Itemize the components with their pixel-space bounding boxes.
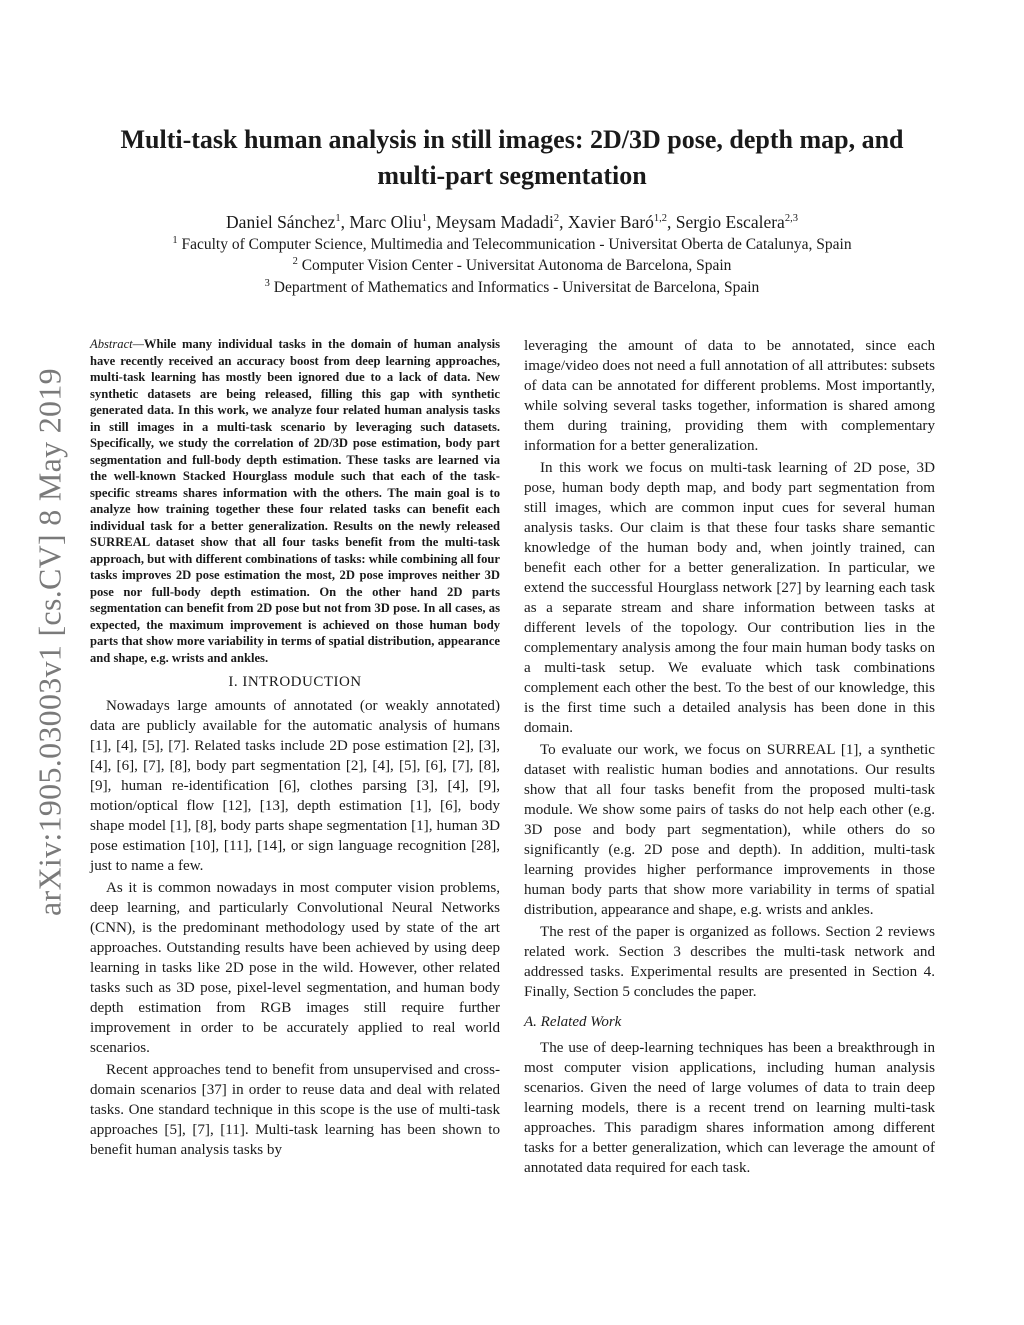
title-line-2: multi-part segmentation [377, 161, 647, 190]
affiliation-text: Department of Mathematics and Informatics - Universitat de Barcelona, Spain [273, 279, 760, 296]
body-paragraph: The rest of the paper is organized as follows. Section 2 reviews related work. Section 3 describes the multi-task network and addressed tasks. Experimental results are presented in Section 4. Finally, Section 5 concludes the paper. [524, 924, 935, 1000]
intro-paragraph: Nowadays large amounts of annotated (or weakly annotated) data are publicly available for the automatic analysis of humans [1], [4], [5], [7]. Related tasks include 2D pose estimation [2], [3], [4], [6], [7], [8], body part segmentation [2], [4], [5], [6], [7], [8], [9], human re-identification [6], clothes parsing [3], [4], [9], motion/optical flow [12], [13], depth estimation [1], [6], body shape model [1], [8], body parts shape segmentation [1], human 3D pose estimation [10], [11], [14], or sign language recognition [28], just to name a few. [90, 698, 500, 874]
affiliation-text: Computer Vision Center - Universitat Autonoma de Barcelona, Spain [301, 257, 732, 274]
author-name: Xavier Baró [567, 212, 654, 232]
right-column [524, 336, 935, 1180]
affiliation-3 [70, 278, 954, 298]
author-affil-sup: 1 [335, 213, 341, 225]
author-name: Sergio Escalera [675, 212, 785, 232]
abstract-label: Abstract [90, 337, 133, 351]
author-affil-sup: 2,3 [784, 213, 798, 225]
author-list: Daniel Sánchez$^1$, Marc Oliu$^1$, Meysam Madadi$^2$, Xavier Baró$^{1,2}$, Sergio Escalera$^{2,3}$ [226, 212, 798, 232]
left-column [90, 336, 500, 1162]
author-name: Daniel Sánchez [226, 212, 336, 232]
affiliation-text: Faculty of Computer Science, Multimedia and Telecommunication - Universitat Oberta de Catalunya, Spain [181, 236, 852, 253]
author-affil-sup: 1 [421, 213, 428, 225]
subsection-heading-related-work: A. Related Work [524, 1014, 622, 1030]
author-name: Meysam Madadi [435, 212, 554, 232]
affiliation-1 [70, 235, 954, 255]
body-paragraph: To evaluate our work, we focus on SURREAL [1], a synthetic dataset with realistic human bodies and annotations. Our results show that all four tasks benefit from the proposed multi-task module. We show some pairs of tasks do not help each other (e.g. 3D pose and body part segmentation), while others do so significantly (e.g. 2D pose and depth). In addition, multi-task learning provides higher performance improvements in those human body parts that show more variability in terms of spatial distribution, appearance and shape, e.g. wrists and ankles. [524, 742, 935, 918]
arxiv-side-label: arXiv:1905.03003v1 [cs.CV] 8 May 2019 [31, 368, 68, 916]
body-paragraph: leveraging the amount of data to be annotated, since each image/video does not need a full annotation of all attributes: subsets of data can be annotated for different problems. Most importantly, while solving several tasks together, information is shared among them during training, providing them with complementary information for a better generalization. [524, 338, 935, 454]
affiliation-2 [70, 256, 954, 276]
paper-title [70, 122, 954, 194]
abstract-text: While many individual tasks in the domain of human analysis have recently received an accuracy boost from deep learning approaches, multi-task learning has mostly been ignored due to a lack of data. New synthetic datasets are being released, filling this gap with synthetic generated data. In this work, we analyze four related human analysis tasks in still images in a multi-task scenario by leveraging such datasets. Specifically, we study the correlation of 2D/3D pose estimation, body part segmentation and full-body depth estimation. These tasks are learned via the well-known Stacked Hourglass module such that each of the task-specific streams shares information with the others. The main goal is to analyze how training together these four related tasks can benefit each individual task for a better generalization. Results on the newly released SURREAL dataset show that all four tasks benefit from the multi-task approach, but with different combinations of tasks: while combining all four tasks improves 2D pose estimation the most, 2D pose improves neither 3D pose nor full-body depth estimation. On the other hand 2D parts segmentation can benefit from 2D pose but not from 3D pose. In all cases, as expected, the maximum improvement is achieved on those human body parts that show more variability in terms of spatial distribution, appearance and shape, e.g. wrists and ankles. [90, 337, 500, 665]
affiliation-sup: 2 [292, 255, 298, 267]
intro-paragraph: Recent approaches tend to benefit from unsupervised and cross-domain scenarios [37] in order to reuse data and deal with related tasks. One standard technique in this scope is the use of multi-task approaches [5], [7], [11]. Multi-task learning has been shown to benefit human analysis tasks by [90, 1062, 500, 1158]
affiliation-sup: 3 [264, 277, 270, 289]
affiliation-sup: 1 [172, 234, 178, 246]
intro-paragraph: As it is common nowadays in most computer vision problems, deep learning, and particularly Convolutional Neural Networks (CNN), is the predominant methodology used by state of the art approaches. Outstanding results have been achieved by using deep learning in tasks like 2D pose in the wild. However, other related tasks such as 3D pose, pixel-level segmentation, and human body depth estimation from RGB images still require further improvement in order to be accurately applied to real world scenarios. [90, 880, 500, 1056]
body-paragraph: In this work we focus on multi-task learning of 2D pose, 3D pose, human body depth map, and body part segmentation from still images, which are common input cues for several human analysis tasks. Our claim is that these four tasks share semantic knowledge of the human body and, when jointly trained, can benefit each other for a better generalization. In particular, we extend the successful Hourglass network [27] by learning each task as a separate stream and share information between tasks at different levels of the topology. Our contribution lies in the complementary analysis among the four main human body tasks on a multi-task setup. We evaluate which task combinations complement each other the best. To the best of our knowledge, this is the first time such a detailed analysis has been done in this domain. [524, 460, 935, 736]
title-line-1: Multi-task human analysis in still images: 2D/3D pose, depth map, and [120, 125, 904, 154]
author-affil-sup: 1,2 [653, 213, 668, 225]
author-name: Marc Oliu [349, 212, 422, 232]
abstract [90, 336, 500, 666]
abstract-dash: — [132, 337, 144, 351]
author-affil-sup: 2 [553, 213, 560, 225]
related-work-paragraph: The use of deep-learning techniques has been a breakthrough in most computer vision applications, including human analysis scenarios. Given the need of large volumes of data to train deep learning models, there is a recent trend on learning multi-task approaches. This paradigm shares information among different tasks for a better generalization, which can leverage the amount of annotated data required for each task. [524, 1040, 935, 1176]
section-heading-introduction: I. INTRODUCTION [228, 674, 362, 690]
